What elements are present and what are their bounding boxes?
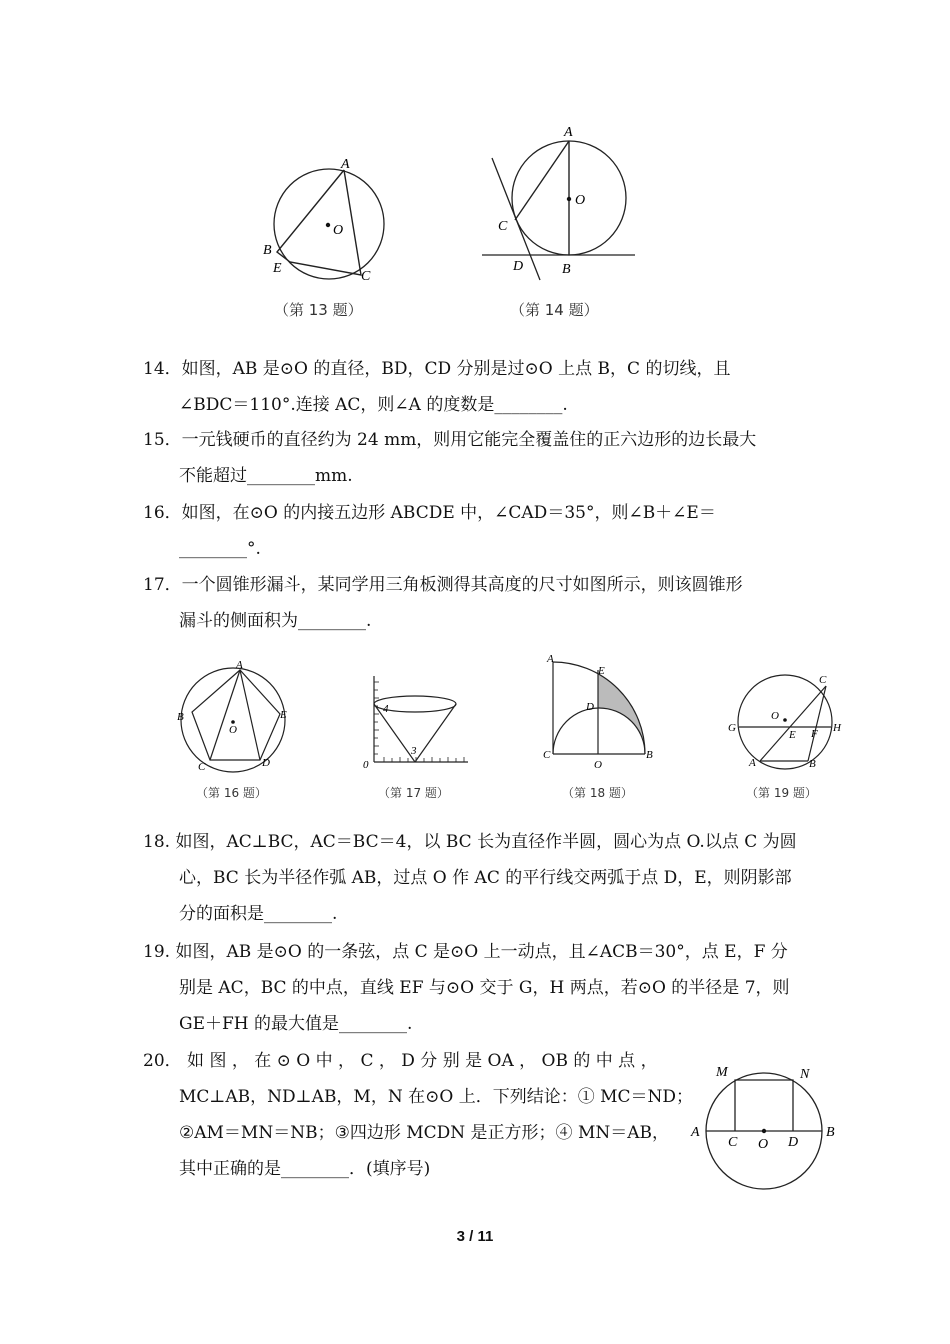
fig16-label-E: E: [280, 709, 287, 721]
q16-line2: ________°.: [179, 539, 261, 559]
fig14-label-D: D: [513, 259, 524, 274]
fig16-label-O: O: [229, 724, 237, 736]
fig13-label-C: C: [361, 269, 371, 284]
fig20-square-MCDN: [735, 1080, 793, 1131]
fig19-label-E: E: [789, 729, 796, 741]
fig19-label-H: H: [833, 722, 841, 734]
figure-20: [688, 1060, 848, 1190]
fig18-label-O: O: [594, 759, 602, 771]
fig14-chord-AC: [515, 141, 569, 220]
fig20-label-A: A: [691, 1125, 700, 1140]
fig16-label-D: D: [262, 757, 270, 769]
q18-line1: 18. 如图，AC⊥BC，AC＝BC＝4，以 BC 长为直径作半圆，圆心为点 O.以点 C 为圆: [143, 832, 797, 852]
page-number: 3 / 11: [456, 1228, 494, 1245]
fig19-AC: [760, 686, 826, 761]
question-15: [143, 422, 813, 494]
fig14-label-B: B: [562, 262, 571, 277]
fig19-label-B: B: [809, 758, 816, 770]
q20-line3: ②AM＝MN＝NB；③四边形 MCDN 是正方形；④ MN＝AB，: [179, 1123, 669, 1143]
q15-line2: 不能超过________mm.: [179, 466, 353, 486]
fig20-label-C: C: [728, 1135, 738, 1150]
q14-line1: 14．如图，AB 是⊙O 的直径，BD，CD 分别是过⊙O 上点 B，C 的切线，且: [143, 359, 731, 379]
figure-18: [540, 650, 660, 775]
fig14-label-A: A: [564, 125, 573, 140]
fig16-label-B: B: [177, 711, 184, 723]
fig17-ruler-ticks: [374, 682, 464, 762]
figure-13: [255, 150, 395, 290]
q17-line1: 17．一个圆锥形漏斗，某同学用三角板测得其高度的尺寸如图所示，则该圆锥形: [143, 575, 743, 595]
fig20-center-dot: [762, 1129, 766, 1133]
fig16-label-A: A: [236, 660, 243, 671]
fig17-label-3: 3: [411, 745, 417, 757]
fig19-label-O: O: [771, 710, 779, 722]
q17-line2: 漏斗的侧面积为________.: [179, 611, 372, 631]
fig19-label-G: G: [728, 722, 736, 734]
figure-16: [172, 660, 297, 775]
q19-line1: 19. 如图，AB 是⊙O 的一条弦，点 C 是⊙O 上一动点，且∠ACB＝30°，点 E，F 分: [143, 942, 788, 962]
fig16-caption: （第 16 题）: [196, 786, 267, 800]
fig20-label-B: B: [826, 1125, 835, 1140]
fig19-center-dot: [783, 718, 787, 722]
q18-line2: 心，BC 长为半径作弧 AB，过点 O 作 AC 的平行线交两弧于点 D，E，则阴影部: [179, 868, 792, 888]
fig17-label-4: 4: [383, 703, 389, 715]
figure-17: [360, 672, 475, 772]
q15-line1: 15．一元钱硬币的直径约为 24 mm，则用它能完全覆盖住的正六边形的边长最大: [143, 430, 757, 450]
fig19-label-F: F: [811, 728, 818, 740]
q20-line2: MC⊥AB，ND⊥AB，M，N 在⊙O 上．下列结论：① MC＝ND；: [179, 1087, 694, 1107]
fig19-label-A: A: [749, 757, 756, 769]
question-17: [143, 567, 813, 639]
figure-19: [722, 670, 847, 775]
fig16-label-C: C: [198, 761, 206, 773]
figure-14: [478, 120, 643, 285]
fig14-caption: （第 14 题）: [510, 301, 599, 319]
fig20-label-D: D: [788, 1135, 799, 1150]
fig13-caption: （第 13 题）: [274, 301, 363, 319]
fig18-label-B: B: [646, 749, 653, 761]
q18-line3: 分的面积是________.: [179, 904, 338, 924]
fig18-caption: （第 18 题）: [562, 786, 633, 800]
fig13-label-O: O: [333, 223, 344, 238]
fig17-cone-left: [374, 704, 415, 762]
question-16: [143, 495, 813, 567]
q14-line2: ∠BDC＝110°.连接 AC，则∠A 的度数是________.: [179, 395, 568, 415]
fig13-center-dot: [326, 223, 330, 227]
fig18-label-D: D: [586, 701, 594, 713]
question-18: [143, 824, 813, 932]
fig14-center-dot: [567, 197, 571, 201]
question-20: [143, 1043, 703, 1187]
fig19-label-C: C: [819, 674, 827, 686]
fig19-caption: （第 19 题）: [746, 786, 817, 800]
fig14-label-O: O: [575, 193, 586, 208]
fig20-label-N: N: [800, 1067, 810, 1082]
fig18-label-C: C: [543, 749, 551, 761]
fig16-AD: [240, 670, 260, 760]
q19-line2: 别是 AC，BC 的中点，直线 EF 与⊙O 交于 G，H 两点，若⊙O 的半径是 7，则: [179, 978, 790, 998]
fig18-label-E: E: [598, 665, 605, 677]
fig13-label-A: A: [341, 157, 350, 172]
q19-line3: GE＋FH 的最大值是________.: [179, 1014, 413, 1034]
fig13-label-B: B: [263, 243, 272, 258]
question-14: [143, 351, 813, 423]
fig20-label-O: O: [758, 1137, 769, 1152]
fig17-caption: （第 17 题）: [378, 786, 449, 800]
fig17-label-0: 0: [363, 759, 369, 771]
fig20-label-M: M: [716, 1065, 728, 1080]
fig17-cone-right: [415, 704, 456, 762]
fig14-label-C: C: [498, 219, 508, 234]
q16-line1: 16．如图，在⊙O 的内接五边形 ABCDE 中，∠CAD＝35°，则∠B＋∠E＝: [143, 503, 716, 523]
fig13-label-E: E: [273, 261, 282, 276]
fig18-label-A: A: [547, 653, 554, 665]
q20-line1: 20． 如 图 ， 在 ⊙ O 中 ， C ， D 分 别 是 OA ， OB 的 中 点 ，: [143, 1051, 658, 1071]
question-19: [143, 934, 813, 1042]
q20-line4: 其中正确的是________．(填序号): [179, 1159, 431, 1179]
